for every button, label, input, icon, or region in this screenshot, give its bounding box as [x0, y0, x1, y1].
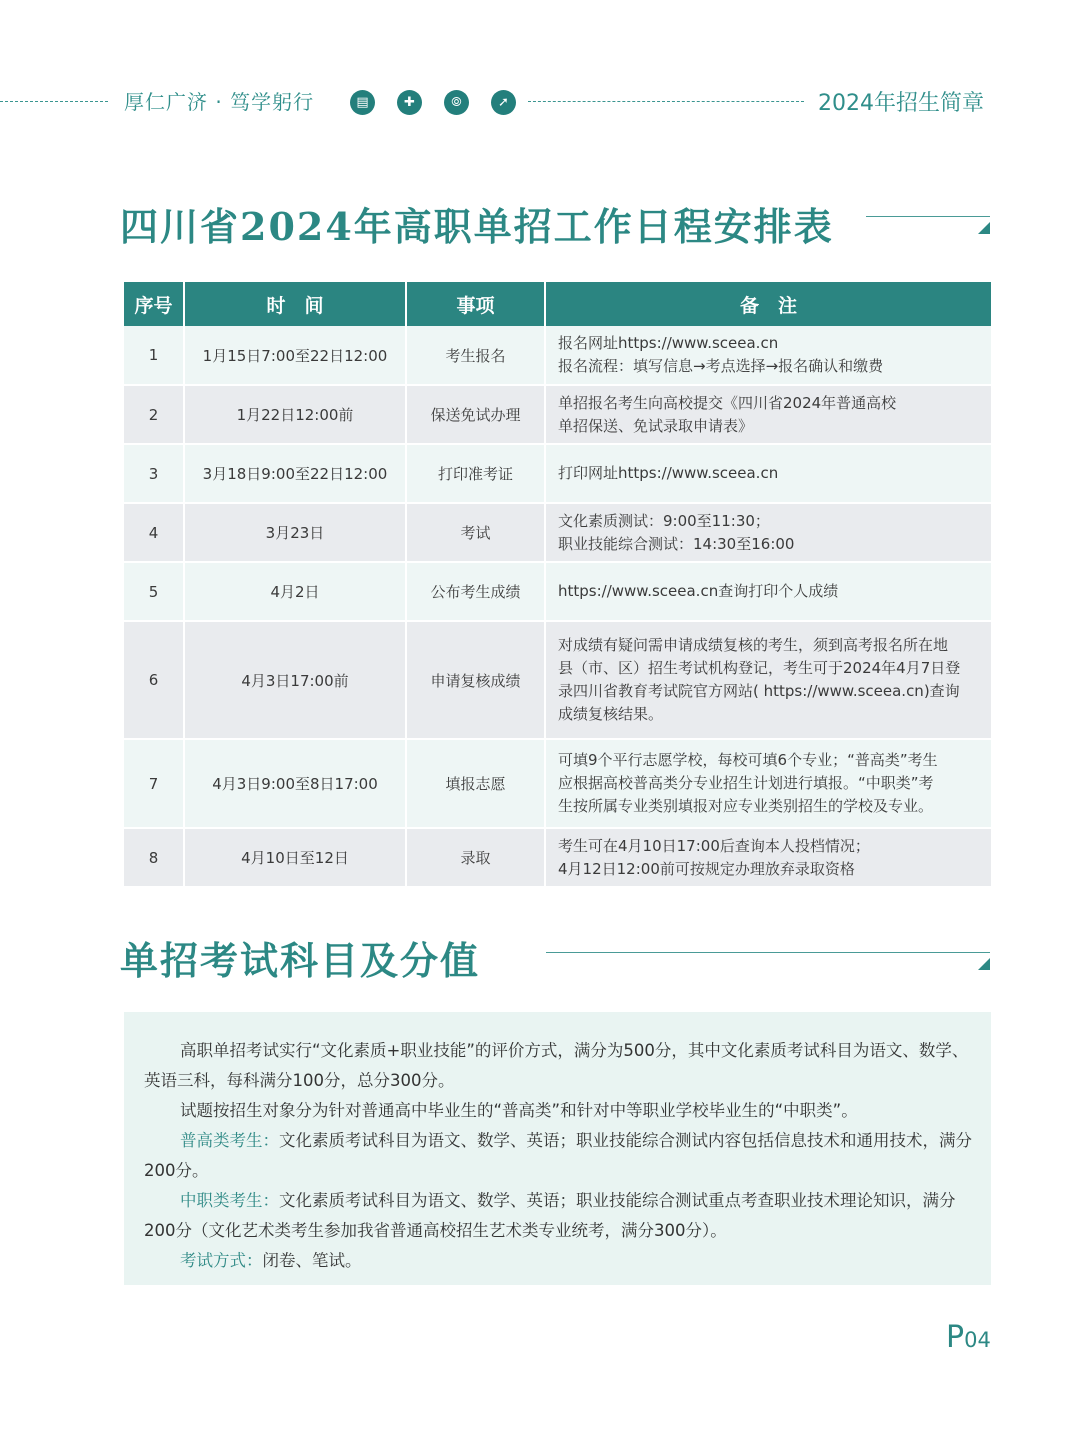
- row-note: [545, 385, 991, 444]
- header-divider-right: [528, 101, 804, 102]
- row-note: [545, 621, 991, 739]
- row-note: [545, 739, 991, 828]
- row-item: 填报志愿: [406, 739, 545, 828]
- table-row: [124, 385, 991, 444]
- exam-format-text: 闭卷、笔试。: [262, 1251, 362, 1270]
- table-row: [124, 739, 991, 828]
- row-note: [545, 562, 991, 621]
- row-time: 4月10日至12日: [184, 828, 406, 887]
- row-item: 申请复核成绩: [406, 621, 545, 739]
- vocational-label: 中职类考生：: [180, 1191, 279, 1210]
- page-prefix: P: [946, 1320, 965, 1355]
- row-time: 4月3日17:00前: [184, 621, 406, 739]
- note-line: 报名流程：填写信息→考点选择→报名确认和缴费: [558, 357, 884, 375]
- school-motto: 厚仁广济 · 笃学躬行: [124, 90, 315, 114]
- table-row: [124, 326, 991, 385]
- note-line: 打印网址https://www.sceea.cn: [558, 464, 779, 482]
- note-line: 报名网址https://www.sceea.cn: [558, 334, 779, 352]
- note-line: 应根据高校普高类分专业招生计划进行填报。“中职类”考: [558, 774, 934, 792]
- row-number: 3: [124, 444, 184, 503]
- column-header-number: 序号: [124, 282, 184, 326]
- note-line: 文化素质测试：9:00至11:30；: [558, 511, 770, 530]
- row-time: 1月15日7:00至22日12:00: [184, 326, 406, 385]
- row-item: 录取: [406, 828, 545, 887]
- row-number: 7: [124, 739, 184, 828]
- schedule-title-line: [866, 216, 990, 217]
- first-aid-icon: ✚: [397, 90, 422, 115]
- row-number: 1: [124, 326, 184, 385]
- note-line: 考生可在4月10日17:00后查询本人投档情况；: [558, 836, 870, 855]
- note-line: 可填9个平行志愿学校，每校可填6个专业；“普高类”考生: [558, 751, 938, 769]
- exam-format-label: 考试方式：: [180, 1251, 263, 1270]
- table-row: [124, 828, 991, 887]
- row-note: [545, 444, 991, 503]
- note-line: 单招报名考生向高校提交《四川省2024年普通高校: [558, 393, 897, 412]
- syringe-icon: ➚: [491, 90, 516, 115]
- vocational-text: 文化素质考试科目为语文、数学、英语；职业技能综合测试重点考查职业技术理论知识，满分200分（文化艺术类考生参加我省普通高校招生艺术类专业统考，满分300分）。: [144, 1191, 956, 1240]
- row-time: 3月18日9:00至22日12:00: [184, 444, 406, 503]
- row-item: 打印准考证: [406, 444, 545, 503]
- page-header: [0, 82, 1080, 122]
- row-number: 8: [124, 828, 184, 887]
- brochure-title: 2024年招生简章: [818, 91, 984, 116]
- row-number: 5: [124, 562, 184, 621]
- row-time: 4月2日: [184, 562, 406, 621]
- paragraph-categories: 试题按招生对象分为针对普通高中毕业生的“普高类”和针对中等职业学校毕业生的“中职类”。: [180, 1101, 858, 1120]
- table-header-row: [124, 282, 991, 326]
- paragraph-exam-format: [144, 1246, 979, 1276]
- note-line: 职业技能综合测试：14:30至16:00: [558, 534, 795, 553]
- paragraph-vocational: [144, 1186, 979, 1246]
- row-number: 4: [124, 503, 184, 562]
- pill-icon: ⦾: [444, 90, 469, 115]
- row-note: [545, 828, 991, 887]
- column-header-item: 事项: [406, 282, 545, 326]
- table-row: [124, 503, 991, 562]
- subjects-title-corner: [978, 958, 990, 970]
- subjects-title-line: [546, 952, 990, 953]
- header-icon-group: [350, 90, 516, 115]
- table-row: [124, 444, 991, 503]
- paragraph-general-high: [144, 1126, 979, 1186]
- general-high-label: 普高类考生：: [180, 1131, 279, 1150]
- book-icon: ▤: [350, 90, 375, 115]
- table-row: [124, 621, 991, 739]
- note-line: 录四川省教育考试院官方网站( https://www.sceea.cn)查询: [558, 682, 960, 700]
- schedule-table: [124, 282, 991, 888]
- row-note: [545, 326, 991, 385]
- note-line: 4月12日12:00前可按规定办理放弃录取资格: [558, 859, 855, 878]
- row-time: 1月22日12:00前: [184, 385, 406, 444]
- schedule-title: 四川省2024年高职单招工作日程安排表: [120, 204, 834, 249]
- note-line: https://www.sceea.cn查询打印个人成绩: [558, 582, 839, 600]
- table-row: [124, 562, 991, 621]
- column-header-time: 时 间: [184, 282, 406, 326]
- paragraph-evaluation: 高职单招考试实行“文化素质+职业技能”的评价方式，满分为500分，其中文化素质考试科目为语文、数学、英语三科，每科满分100分，总分300分。: [144, 1041, 969, 1090]
- row-item: 考试: [406, 503, 545, 562]
- note-line: 成绩复核结果。: [558, 705, 664, 723]
- row-time: 3月23日: [184, 503, 406, 562]
- page-number: [946, 1320, 991, 1355]
- schedule-title-corner: [978, 222, 990, 234]
- general-high-text: 文化素质考试科目为语文、数学、英语；职业技能综合测试内容包括信息技术和通用技术，满分200分。: [144, 1131, 972, 1180]
- header-divider-left: [0, 101, 108, 102]
- column-header-note: 备 注: [545, 282, 991, 326]
- row-number: 6: [124, 621, 184, 739]
- note-line: 生按所属专业类别填报对应专业类别招生的学校及专业。: [558, 797, 934, 815]
- note-line: 对成绩有疑问需申请成绩复核的考生，须到高考报名所在地: [558, 636, 949, 654]
- note-line: 单招保送、免试录取申请表》: [558, 416, 754, 435]
- row-item: 考生报名: [406, 326, 545, 385]
- note-line: 县（市、区）招生考试机构登记，考生可于2024年4月7日登: [558, 659, 961, 677]
- row-note: [545, 503, 991, 562]
- subjects-info-box: [124, 1012, 991, 1285]
- row-number: 2: [124, 385, 184, 444]
- subjects-title: 单招考试科目及分值: [120, 938, 481, 983]
- row-time: 4月3日9:00至8日17:00: [184, 739, 406, 828]
- row-item: 保送免试办理: [406, 385, 545, 444]
- page-number-value: 04: [964, 1328, 991, 1352]
- row-item: 公布考生成绩: [406, 562, 545, 621]
